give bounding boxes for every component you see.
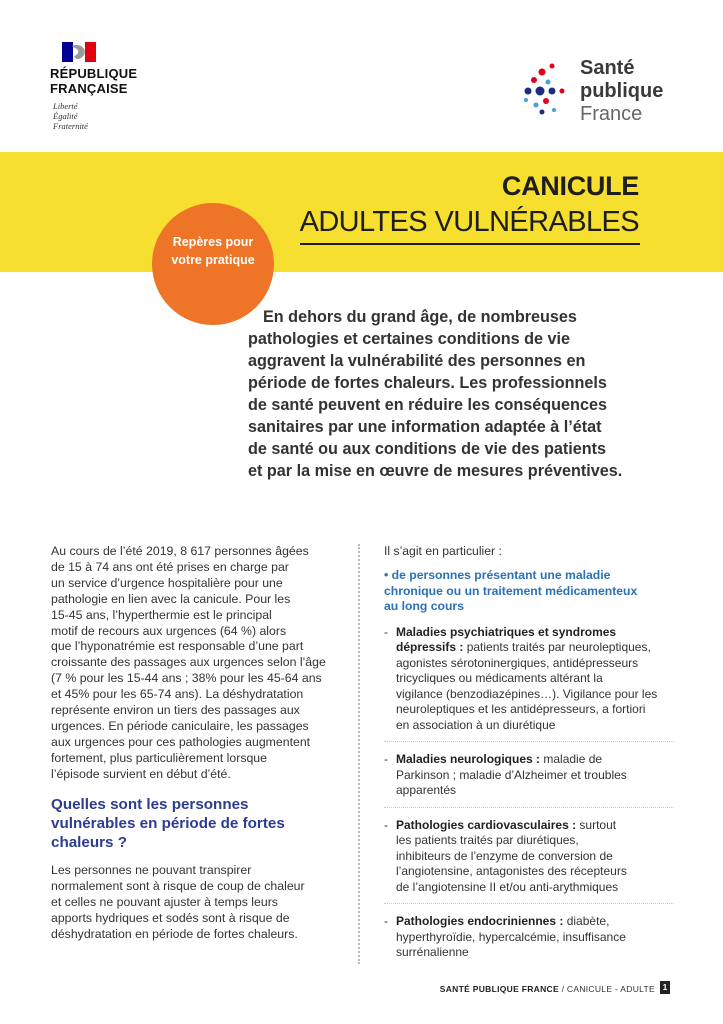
footer-brand: SANTÉ PUBLIQUE FRANCE: [439, 984, 559, 994]
sante-publique-france-logo: [518, 50, 688, 130]
text-line: urgences. En période caniculaire, les passages: [51, 718, 309, 733]
intro-line: aggravent la vulnérabilité des personnes en: [248, 352, 586, 370]
intro-line: En dehors du grand âge, de nombreuses: [263, 308, 577, 326]
spf-logo-line1: Santé: [580, 57, 635, 79]
dash-bullet: -: [384, 624, 388, 639]
rf-logo-line1: RÉPUBLIQUE: [50, 66, 138, 81]
text-line: l’épisode survient en début d’été.: [51, 766, 231, 781]
item-line: apparentés: [396, 783, 457, 797]
list-item-cardiovascular: [384, 818, 684, 896]
heading-line: vulnérables en période de fortes: [51, 814, 285, 832]
list-item-endocrine: [384, 914, 684, 961]
subheading-line: chronique ou un traitement médicamenteux: [384, 583, 638, 598]
item-line: l’angiotensine, antagonistes des récepteurs: [396, 864, 627, 878]
item-line: inhibiteurs de l’enzyme de conversion de: [396, 848, 613, 863]
dash-bullet: -: [384, 914, 388, 928]
rf-motto-liberte: Liberté: [53, 101, 78, 111]
text-line: 15-45 ans, l’hyperthermie est le principal: [51, 607, 272, 622]
reperes-badge-text: [152, 233, 274, 269]
item-line: hyperthyroïdie, hypercalcémie, insuffisance: [396, 929, 626, 944]
item-line: tricycliques ou médicaments altérant la: [396, 671, 603, 685]
footer-doc-title: / CANICULE - ADULTE: [558, 984, 655, 994]
text-line: Les personnes ne pouvant transpirer: [51, 862, 252, 877]
item-line: de l’angiotensine II et/ou anti-arythmiques: [396, 879, 619, 894]
text-line: un service d’urgence hospitalière pour une: [51, 575, 283, 590]
column-divider: [358, 544, 360, 964]
rf-motto-fraternite: Fraternité: [53, 121, 88, 131]
rf-logo-line2: FRANÇAISE: [50, 81, 128, 96]
heading-line: Quelles sont les personnes: [51, 795, 249, 813]
marianne-flag-icon: [62, 42, 96, 62]
text-line: normalement sont à risque de coup de chaleur: [51, 878, 305, 893]
item-separator: [384, 807, 674, 808]
item-title: Pathologies endocriniennes :: [396, 914, 564, 928]
item-line: vigilance (benzodiazépines…). Vigilance pour les: [396, 686, 658, 701]
right-column: [384, 544, 684, 961]
text-line: motif de recours aux urgences (64 %) alors: [51, 623, 287, 638]
text-line: représente environ un tiers des passages aux: [51, 703, 300, 718]
list-item-psychiatric: [384, 625, 684, 734]
left-column: [51, 544, 336, 943]
item-line: les patients traités par diurétiques,: [396, 833, 579, 847]
text-line: croissante des passages aux urgences selon l’âge: [51, 655, 326, 670]
list-item-neurological: [384, 752, 684, 799]
item-title: Pathologies cardiovasculaires :: [396, 817, 577, 832]
item-line: en association à un diurétique: [396, 717, 556, 732]
item-line: neuroleptiques et les antidépresseurs, a fortiori: [396, 702, 646, 716]
item-separator: [384, 903, 674, 904]
text-line: aux urgences pour ces pathologies augmentent: [51, 734, 311, 749]
text-line: que l’hyponatrémie est responsable d’une part: [51, 639, 304, 654]
text-line: et 45% pour les 65-74 ans). La déshydratation: [51, 687, 304, 702]
heading-line: chaleurs ?: [51, 833, 127, 851]
item-line: Parkinson ; maladie d’Alzheimer et troubles: [396, 767, 627, 782]
page-number: 1: [660, 981, 670, 994]
title-underline: [300, 243, 640, 245]
intro-paragraph: [248, 306, 668, 482]
intro-line: de santé ou aux conditions de vie des patients: [248, 440, 607, 458]
spf-dots-icon: [518, 58, 576, 124]
item-text: maladie de: [540, 752, 603, 766]
dash-bullet: -: [384, 752, 388, 766]
page-footer: [440, 984, 655, 994]
page-title: CANICULE: [501, 171, 639, 201]
item-text: diabète,: [563, 914, 610, 928]
intro-line: de santé peuvent en réduire les conséquences: [248, 396, 607, 414]
subheading-line: • de personnes présentant une maladie: [384, 568, 611, 582]
badge-line2: votre pratique: [171, 253, 255, 267]
text-line: déshydratation en période de fortes chaleurs.: [51, 927, 298, 942]
text-line: (7 % pour les 15-44 ans ; 38% pour les 45-64 ans: [51, 671, 322, 686]
vulnerable-persons-heading: [51, 795, 336, 852]
text-line: apports hydriques et sodés sont à risque de: [51, 911, 290, 926]
subheading-line: au long cours: [384, 599, 464, 613]
text-line: fortement, plus particulièrement lorsque: [51, 750, 267, 765]
text-line: pathologie en lien avec la canicule. Pour les: [51, 591, 291, 606]
republique-francaise-logo: [50, 42, 180, 142]
badge-line1: Repères pour: [172, 235, 254, 249]
text-line: et celles ne pouvant ajuster à temps leurs: [51, 895, 278, 909]
spf-logo-line2: publique: [580, 80, 664, 102]
item-title: Maladies neurologiques :: [396, 752, 541, 766]
dash-bullet: -: [384, 817, 388, 832]
intro-line: pathologies et certaines conditions de vie: [248, 330, 571, 348]
item-line: agonistes sérotoninergiques, antidépresseurs: [396, 655, 639, 670]
item-separator: [384, 741, 674, 742]
transpiration-paragraph: [51, 862, 336, 943]
item-text: patients traités par neuroleptiques,: [463, 640, 651, 654]
intro-line: et par la mise en œuvre de mesures préventives.: [248, 462, 623, 480]
item-title-cont: dépressifs :: [396, 640, 464, 654]
intro-line: période de fortes chaleurs. Les professionnels: [248, 374, 607, 392]
text-line: de 15 à 74 ans ont été prises en charge par: [51, 559, 289, 574]
summer-2019-paragraph: [51, 544, 336, 783]
item-line: surrénalienne: [396, 945, 469, 959]
right-intro: Il s’agit en particulier :: [384, 544, 502, 558]
text-line: Au cours de l’été 2019, 8 617 personnes âgées: [51, 544, 309, 558]
intro-line: sanitaires par une information adaptée à l’état: [248, 418, 602, 436]
item-title: Maladies psychiatriques et syndromes: [396, 624, 617, 639]
chronic-disease-subheading: [384, 568, 684, 615]
item-text: surtout: [576, 817, 617, 832]
rf-motto-egalite: Égalité: [53, 111, 78, 121]
spf-logo-line3: France: [580, 103, 643, 125]
page-subtitle: ADULTES VULNÉRABLES: [299, 206, 639, 238]
